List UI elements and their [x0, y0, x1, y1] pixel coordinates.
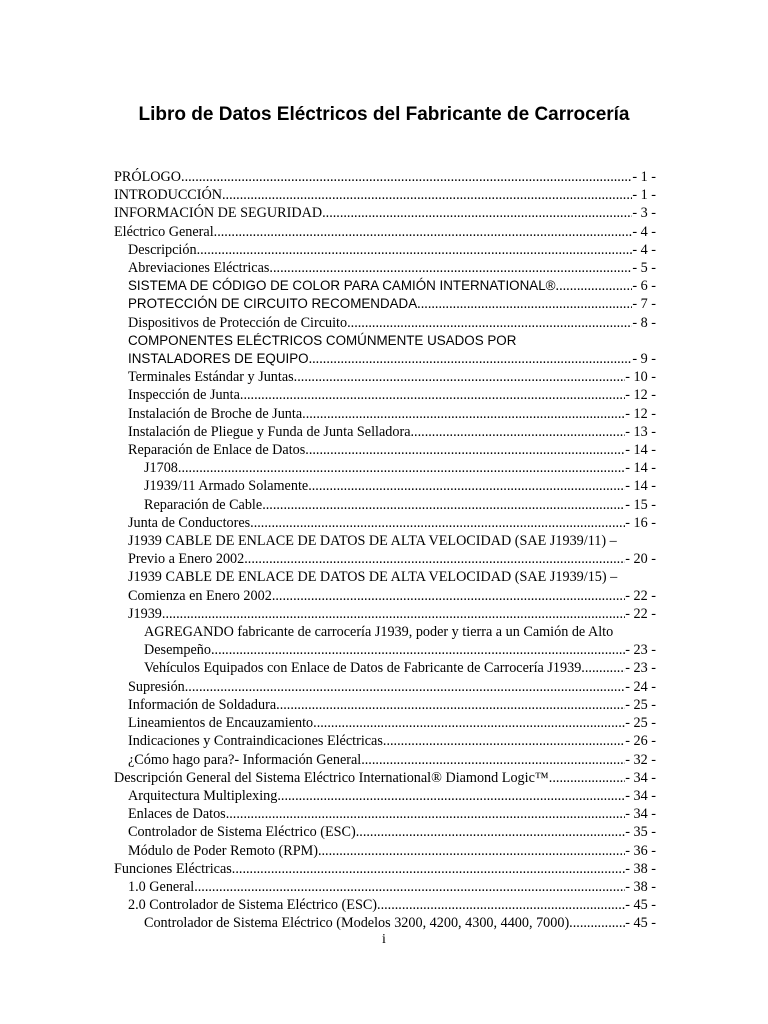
toc-entry[interactable] [114, 477, 656, 495]
toc-dot-leader [322, 204, 632, 222]
toc-entry-label: PROTECCIÓN DE CIRCUITO RECOMENDADA [128, 296, 418, 312]
toc-entry[interactable] [114, 259, 656, 277]
toc-entry-page: - 35 - [625, 824, 656, 841]
toc-entry-page: - 13 - [625, 423, 656, 440]
toc-entry[interactable] [114, 441, 656, 459]
toc-entry-page: - 32 - [625, 751, 656, 768]
toc-entry-page: - 24 - [625, 678, 656, 695]
toc-entry-label: Previo a Enero 2002 [128, 551, 245, 568]
toc-entry[interactable] [114, 295, 656, 313]
toc-entry-page: - 16 - [625, 514, 656, 531]
toc-dot-leader [356, 823, 626, 841]
toc-dot-leader [549, 769, 625, 787]
toc-entry-page: - 23 - [625, 660, 656, 677]
toc-dot-leader [556, 277, 633, 295]
toc-dot-leader [226, 805, 626, 823]
toc-entry-label: Dispositivos de Protección de Circuito [128, 314, 348, 331]
toc-entry-label: Junta de Conductores [128, 514, 251, 531]
toc-entry-label: Indicaciones y Contraindicaciones Eléctricas [128, 733, 383, 750]
toc-dot-leader [250, 514, 625, 532]
toc-entry[interactable] [114, 277, 656, 295]
toc-entry[interactable] [114, 223, 656, 241]
toc-entry-page: - 14 - [625, 442, 656, 459]
toc-entry-label: Inspección de Junta [128, 387, 240, 404]
toc-entry-label: AGREGANDO fabricante de carrocería J1939, poder y tierra a un Camión de Alto [144, 624, 614, 641]
toc-dot-leader [294, 368, 626, 386]
toc-entry[interactable] [114, 787, 656, 805]
toc-entry[interactable] [114, 459, 656, 477]
toc-entry-label: 1.0 General [128, 878, 195, 895]
toc-entry-label: Enlaces de Datos [128, 806, 226, 823]
toc-entry-page: - 45 - [625, 897, 656, 914]
toc-entry-page: - 25 - [625, 715, 656, 732]
page-number: i [382, 932, 386, 947]
toc-entry-label: Terminales Estándar y Juntas [128, 369, 294, 386]
toc-entry-label: Abreviaciones Eléctricas [128, 260, 270, 277]
toc-entry[interactable] [114, 314, 656, 332]
toc-entry-label: INSTALADORES DE EQUIPO [128, 351, 309, 367]
toc-dot-leader [181, 168, 632, 186]
toc-entry[interactable] [114, 368, 656, 386]
toc-entry-label: 2.0 Controlador de Sistema Eléctrico (ESC) [128, 897, 378, 914]
toc-entry[interactable] [114, 514, 656, 532]
toc-entry[interactable] [114, 751, 656, 769]
toc-entry-page: - 4 - [632, 223, 656, 240]
toc-entry-page: - 14 - [625, 478, 656, 495]
toc-entry-label: INTRODUCCIÓN [114, 187, 222, 204]
toc-entry-label: Descripción [128, 241, 197, 258]
toc-entry[interactable] [114, 823, 656, 841]
toc-dot-leader [377, 896, 625, 914]
toc-entry-label: J1939 CABLE DE ENLACE DE DATOS DE ALTA VELOCIDAD (SAE J1939/15) – [128, 569, 618, 586]
toc-entry[interactable] [114, 805, 656, 823]
toc-dot-leader [417, 295, 632, 313]
toc-entry[interactable] [114, 568, 656, 586]
toc-entry-page: - 4 - [632, 241, 656, 258]
toc-dot-leader [569, 914, 625, 932]
toc-entry[interactable] [114, 332, 656, 350]
toc-entry[interactable] [114, 186, 656, 204]
toc-entry-label: Información de Soldadura [128, 696, 277, 713]
toc-entry-page: - 26 - [625, 733, 656, 750]
toc-entry[interactable] [114, 769, 656, 787]
toc-entry-label: Funciones Eléctricas [114, 860, 232, 877]
toc-entry-page: - 36 - [625, 842, 656, 859]
toc-entry-page: - 14 - [625, 460, 656, 477]
toc-entry[interactable] [114, 350, 656, 368]
table-of-contents [114, 168, 656, 933]
toc-entry[interactable] [114, 860, 656, 878]
toc-entry[interactable] [114, 587, 656, 605]
toc-entry[interactable] [114, 605, 656, 623]
toc-entry-page: - 38 - [625, 878, 656, 895]
toc-entry-label: Supresión [128, 678, 185, 695]
toc-entry[interactable] [114, 386, 656, 404]
toc-entry-label: J1939/11 Armado Solamente [144, 478, 309, 495]
toc-dot-leader [232, 860, 625, 878]
toc-entry-page: - 12 - [625, 405, 656, 422]
toc-dot-leader [313, 714, 625, 732]
toc-entry-page: - 6 - [632, 278, 656, 295]
toc-dot-leader [162, 605, 625, 623]
toc-entry-label: J1939 [128, 605, 162, 622]
toc-entry[interactable] [114, 204, 656, 222]
toc-entry[interactable] [114, 914, 656, 932]
toc-entry-label: J1939 CABLE DE ENLACE DE DATOS DE ALTA VELOCIDAD (SAE J1939/11) – [128, 533, 617, 550]
toc-entry-page: - 23 - [625, 642, 656, 659]
toc-entry[interactable] [114, 678, 656, 696]
toc-entry-page: - 1 - [632, 187, 656, 204]
toc-entry-page: - 20 - [625, 551, 656, 568]
toc-dot-leader [411, 423, 626, 441]
toc-dot-leader [222, 186, 632, 204]
toc-dot-leader [302, 405, 625, 423]
toc-entry[interactable] [114, 696, 656, 714]
toc-dot-leader [262, 496, 625, 514]
toc-dot-leader [185, 678, 626, 696]
toc-entry-page: - 7 - [632, 296, 656, 313]
toc-entry-label: Descripción General del Sistema Eléctrico International® Diamond Logic™ [114, 769, 549, 786]
toc-entry-label: ¿Cómo hago para?- Información General [128, 751, 362, 768]
toc-dot-leader [383, 732, 625, 750]
toc-entry-label: J1708 [144, 460, 178, 477]
toc-entry[interactable] [114, 641, 656, 659]
toc-entry[interactable] [114, 423, 656, 441]
toc-dot-leader [361, 751, 625, 769]
toc-entry-page: - 10 - [625, 369, 656, 386]
toc-entry[interactable] [114, 714, 656, 732]
toc-dot-leader [309, 350, 633, 368]
toc-entry-page: - 9 - [632, 351, 656, 368]
toc-entry-label: Reparación de Enlace de Datos [128, 442, 306, 459]
toc-entry-page: - 3 - [632, 205, 656, 222]
toc-entry-label: Controlador de Sistema Eléctrico (ESC) [128, 824, 356, 841]
toc-dot-leader [272, 587, 625, 605]
toc-entry-label: INFORMACIÓN DE SEGURIDAD [114, 205, 323, 222]
toc-entry-page: - 12 - [625, 387, 656, 404]
toc-dot-leader [178, 459, 625, 477]
toc-entry-label: Vehículos Equipados con Enlace de Datos de Fabricante de Carrocería J1939 [144, 660, 582, 677]
toc-entry-page: - 34 - [625, 806, 656, 823]
toc-entry-label: Lineamientos de Encauzamiento [128, 715, 314, 732]
toc-entry-page: - 34 - [625, 787, 656, 804]
toc-entry[interactable] [114, 878, 656, 896]
toc-entry[interactable] [114, 732, 656, 750]
toc-dot-leader [581, 659, 625, 677]
toc-dot-leader [277, 787, 625, 805]
toc-entry-label: Comienza en Enero 2002 [128, 587, 272, 604]
toc-entry-label: SISTEMA DE CÓDIGO DE COLOR PARA CAMIÓN INTERNATIONAL® [128, 278, 556, 294]
toc-entry[interactable] [114, 623, 656, 641]
toc-entry-page: - 1 - [632, 169, 656, 185]
toc-entry[interactable] [114, 168, 656, 186]
toc-entry-label: Controlador de Sistema Eléctrico (Modelos 3200, 4200, 4300, 4400, 7000) [144, 915, 570, 932]
toc-entry-label: Eléctrico General [114, 223, 214, 240]
toc-dot-leader [240, 386, 625, 404]
toc-entry[interactable] [114, 550, 656, 568]
toc-entry[interactable] [114, 405, 656, 423]
toc-dot-leader [214, 223, 633, 241]
toc-dot-leader [269, 259, 632, 277]
toc-entry-page: - 22 - [625, 587, 656, 604]
toc-entry-label: Instalación de Broche de Junta [128, 405, 303, 422]
toc-dot-leader [347, 314, 632, 332]
toc-entry-page: - 38 - [625, 860, 656, 877]
document-title: Libro de Datos Eléctricos del Fabricante de Carrocería [138, 104, 630, 125]
toc-dot-leader [211, 641, 625, 659]
toc-entry-label: Instalación de Pliegue y Funda de Junta Selladora [128, 423, 411, 440]
toc-entry-page: - 8 - [632, 314, 656, 331]
toc-entry-page: - 25 - [625, 696, 656, 713]
toc-entry-page: - 22 - [625, 605, 656, 622]
toc-entry-label: COMPONENTES ELÉCTRICOS COMÚNMENTE USADOS POR [128, 332, 517, 348]
toc-dot-leader [244, 550, 625, 568]
toc-entry-label: Desempeño [144, 642, 211, 659]
toc-entry-label: Arquitectura Multiplexing [128, 787, 278, 804]
toc-entry-page: - 5 - [632, 260, 656, 277]
toc-entry-label: Módulo de Poder Remoto (RPM) [128, 842, 318, 859]
toc-dot-leader [305, 441, 625, 459]
toc-dot-leader [276, 696, 625, 714]
toc-dot-leader [318, 842, 625, 860]
toc-entry-page: - 45 - [625, 915, 656, 932]
toc-entry[interactable] [114, 241, 656, 259]
toc-entry[interactable] [114, 896, 656, 914]
toc-entry[interactable] [114, 496, 656, 514]
toc-dot-leader [197, 241, 633, 259]
toc-entry-label: Reparación de Cable [144, 496, 263, 513]
toc-dot-leader [194, 878, 625, 896]
toc-entry[interactable] [114, 842, 656, 860]
toc-entry-label: PRÓLOGO [114, 169, 182, 185]
toc-dot-leader [308, 477, 625, 495]
toc-entry[interactable] [114, 659, 656, 677]
toc-entry-page: - 15 - [625, 496, 656, 513]
toc-entry-page: - 34 - [625, 769, 656, 786]
toc-entry[interactable] [114, 532, 656, 550]
